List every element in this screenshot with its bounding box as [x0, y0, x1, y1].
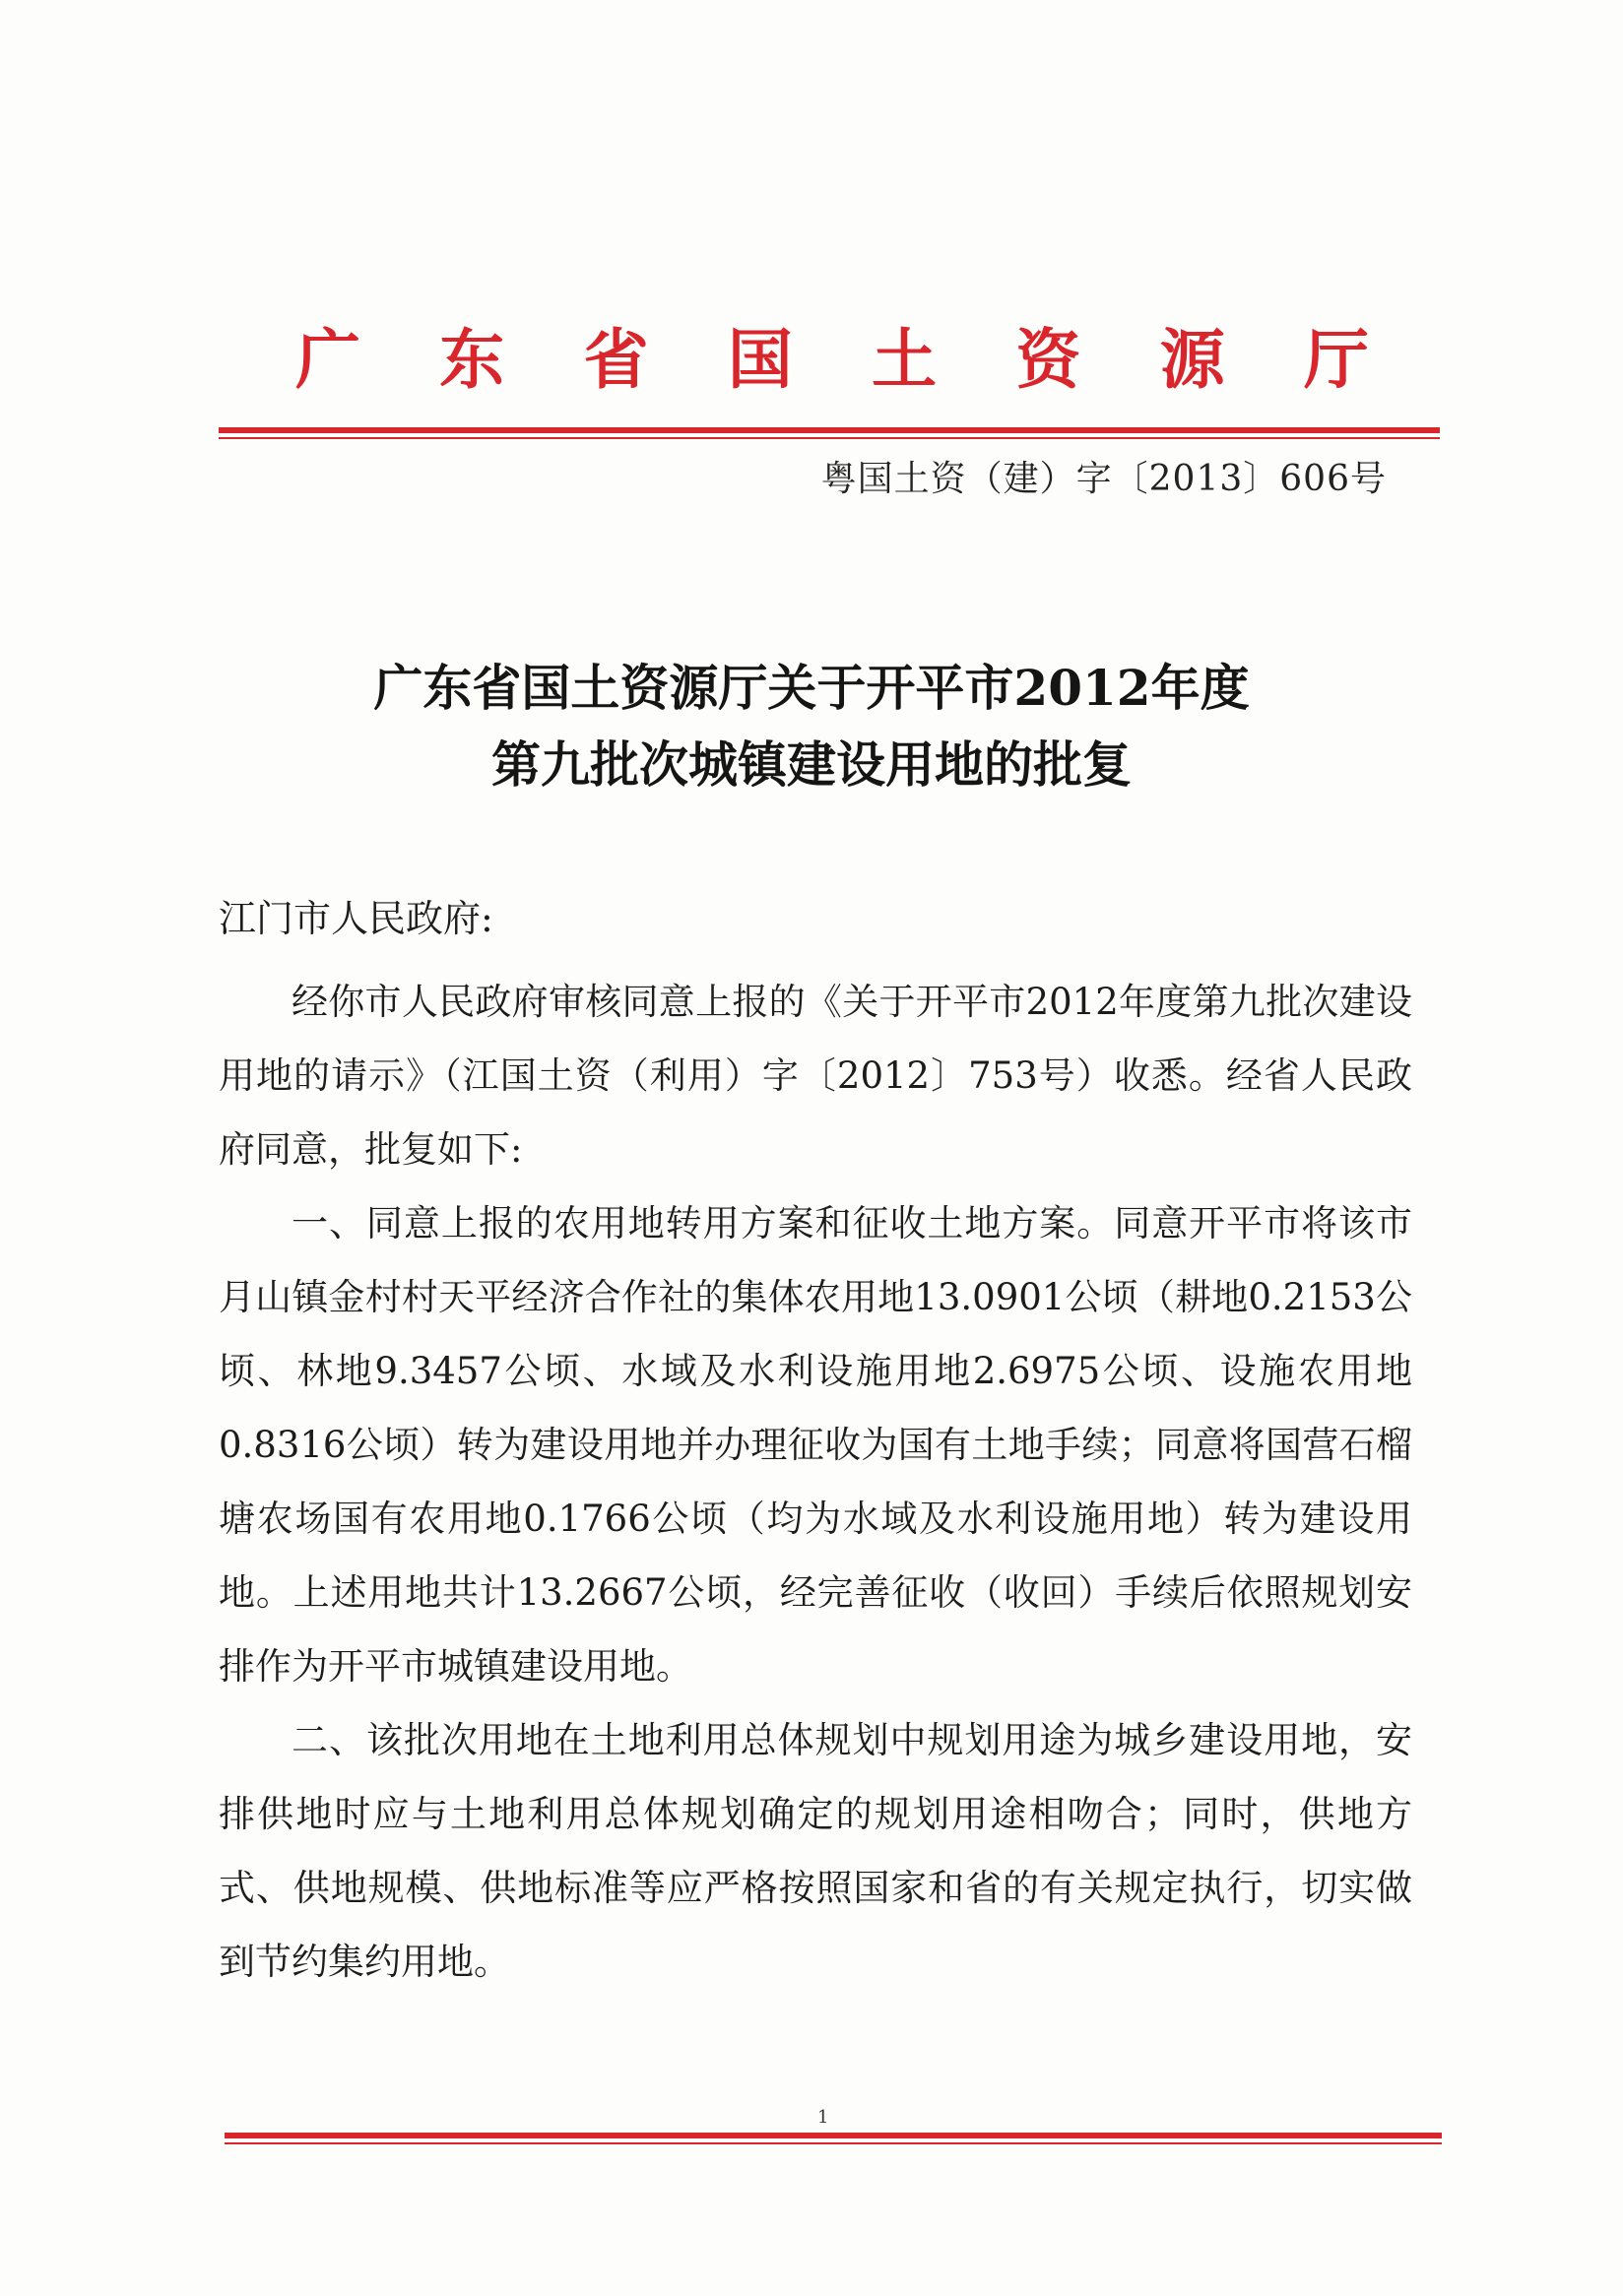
- body-paragraph: 二、该批次用地在土地利用总体规划中规划用途为城乡建设用地，安排供地时应与土地利用总体规划确定的规划用途相吻合；同时，供地方式、供地规模、供地标准等应严格按照国家和省的有关规定执行，切实做到节约集约用地。: [219, 1719, 1412, 1983]
- org-char: 广: [295, 321, 360, 398]
- body-paragraph: 经你市人民政府审核同意上报的《关于开平市2012年度第九批次建设用地的请示》（江国土资（利用）字〔2012〕753号）收悉。经省人民政府同意，批复如下:: [219, 981, 1412, 1171]
- page-number: 1: [817, 2107, 829, 2128]
- salutation: 江门市人民政府:: [219, 897, 493, 940]
- org-char: 源: [1159, 321, 1225, 398]
- footer-red-rule: [225, 2133, 1442, 2138]
- header-red-rule-thin: [219, 437, 1440, 439]
- header-red-rule: [219, 427, 1440, 433]
- document-title: [148, 650, 1475, 803]
- body-paragraph: 一、同意上报的农用地转用方案和征收土地方案。同意开平市将该市月山镇金村村天平经济合作社的集体农用地13.0901公顷（耕地0.2153公顷、林地9.3457公顷、水域及水利设施用地2.6975公顷、设施农用地0.8316公顷）转为建设用地并办理征收为国有土地手续；同意将国营石榴塘农场国有农用地0.1766公顷（均为水域及水利设施用地）转为建设用地。上述用地共计13.2667公顷，经完善征收（收回）手续后依照规划安排作为开平市城镇建设用地。: [219, 1202, 1412, 1688]
- org-char: 东: [439, 321, 505, 398]
- issuing-organization-header: [295, 310, 1369, 409]
- document-body: [219, 965, 1412, 1999]
- footer-red-rule-thin: [225, 2142, 1442, 2144]
- org-char: 国: [727, 321, 793, 398]
- document-title-line-2: 第九批次城镇建设用地的批复: [491, 735, 1132, 794]
- org-char: 厅: [1303, 321, 1369, 398]
- org-char: 省: [583, 321, 649, 398]
- document-number: 粤国土资（建）字〔2013〕606号: [820, 459, 1387, 499]
- org-char: 资: [1015, 321, 1081, 398]
- org-char: 土: [872, 321, 938, 398]
- document-title-line-1: 广东省国土资源厅关于开平市2012年度: [373, 659, 1250, 717]
